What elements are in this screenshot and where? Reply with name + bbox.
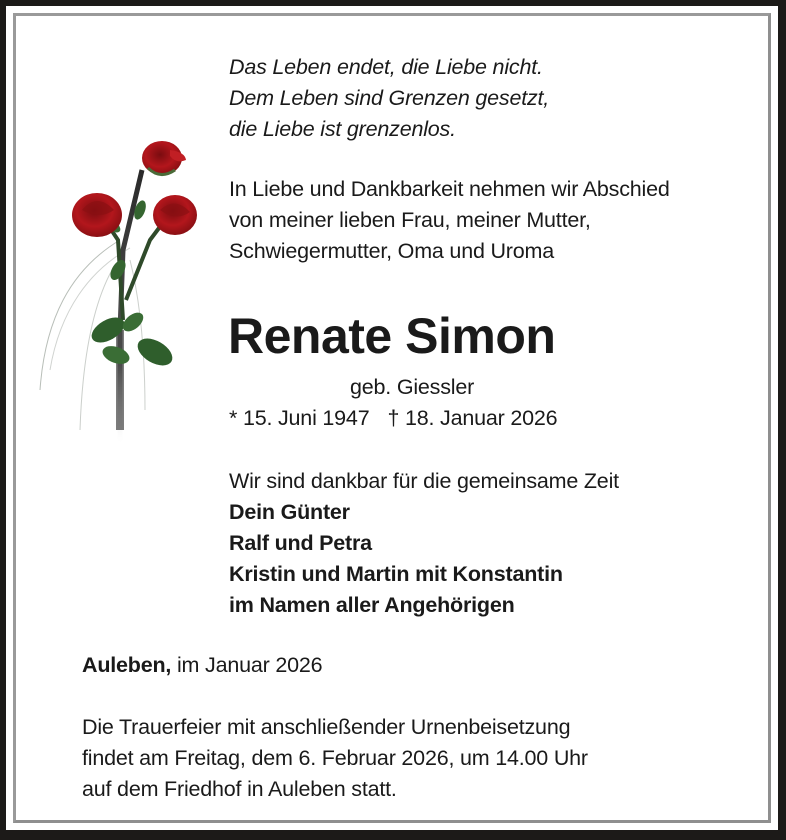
mourner: Kristin und Martin mit Konstantin [229, 562, 563, 586]
place: Auleben, [82, 653, 172, 677]
deceased-name: Renate Simon [228, 308, 556, 364]
red-roses-icon [20, 130, 210, 450]
farewell-text [229, 174, 670, 267]
poem-line: Dem Leben sind Grenzen gesetzt, [229, 86, 550, 110]
thanks-intro: Wir sind dankbar für die gemeinsame Zeit [229, 469, 619, 493]
death-date: † 18. Januar 2026 [387, 406, 558, 430]
farewell-line: In Liebe und Dankbarkeit nehmen wir Abschied [229, 177, 670, 201]
ceremony-line: findet am Freitag, dem 6. Februar 2026, um 14.00 Uhr [82, 746, 588, 770]
mourner: Dein Günter [229, 500, 350, 524]
poem [229, 52, 549, 145]
maiden-name: geb. Giessler [350, 375, 475, 399]
date: im Januar 2026 [171, 653, 323, 677]
life-dates [229, 403, 557, 434]
poem-line: die Liebe ist grenzenlos. [229, 117, 456, 141]
mourner: Ralf und Petra [229, 531, 372, 555]
farewell-line: Schwiegermutter, Oma und Uroma [229, 239, 554, 263]
place-date [82, 650, 322, 681]
ceremony-line: auf dem Friedhof in Auleben statt. [82, 777, 397, 801]
ceremony-info [82, 712, 588, 805]
ceremony-line: Die Trauerfeier mit anschließender Urnenbeisetzung [82, 715, 571, 739]
farewell-line: von meiner lieben Frau, meiner Mutter, [229, 208, 591, 232]
birth-date: * 15. Juni 1947 [229, 406, 370, 430]
poem-line: Das Leben endet, die Liebe nicht. [229, 55, 543, 79]
mourner: im Namen aller Angehörigen [229, 593, 515, 617]
thanks-block [229, 466, 619, 621]
